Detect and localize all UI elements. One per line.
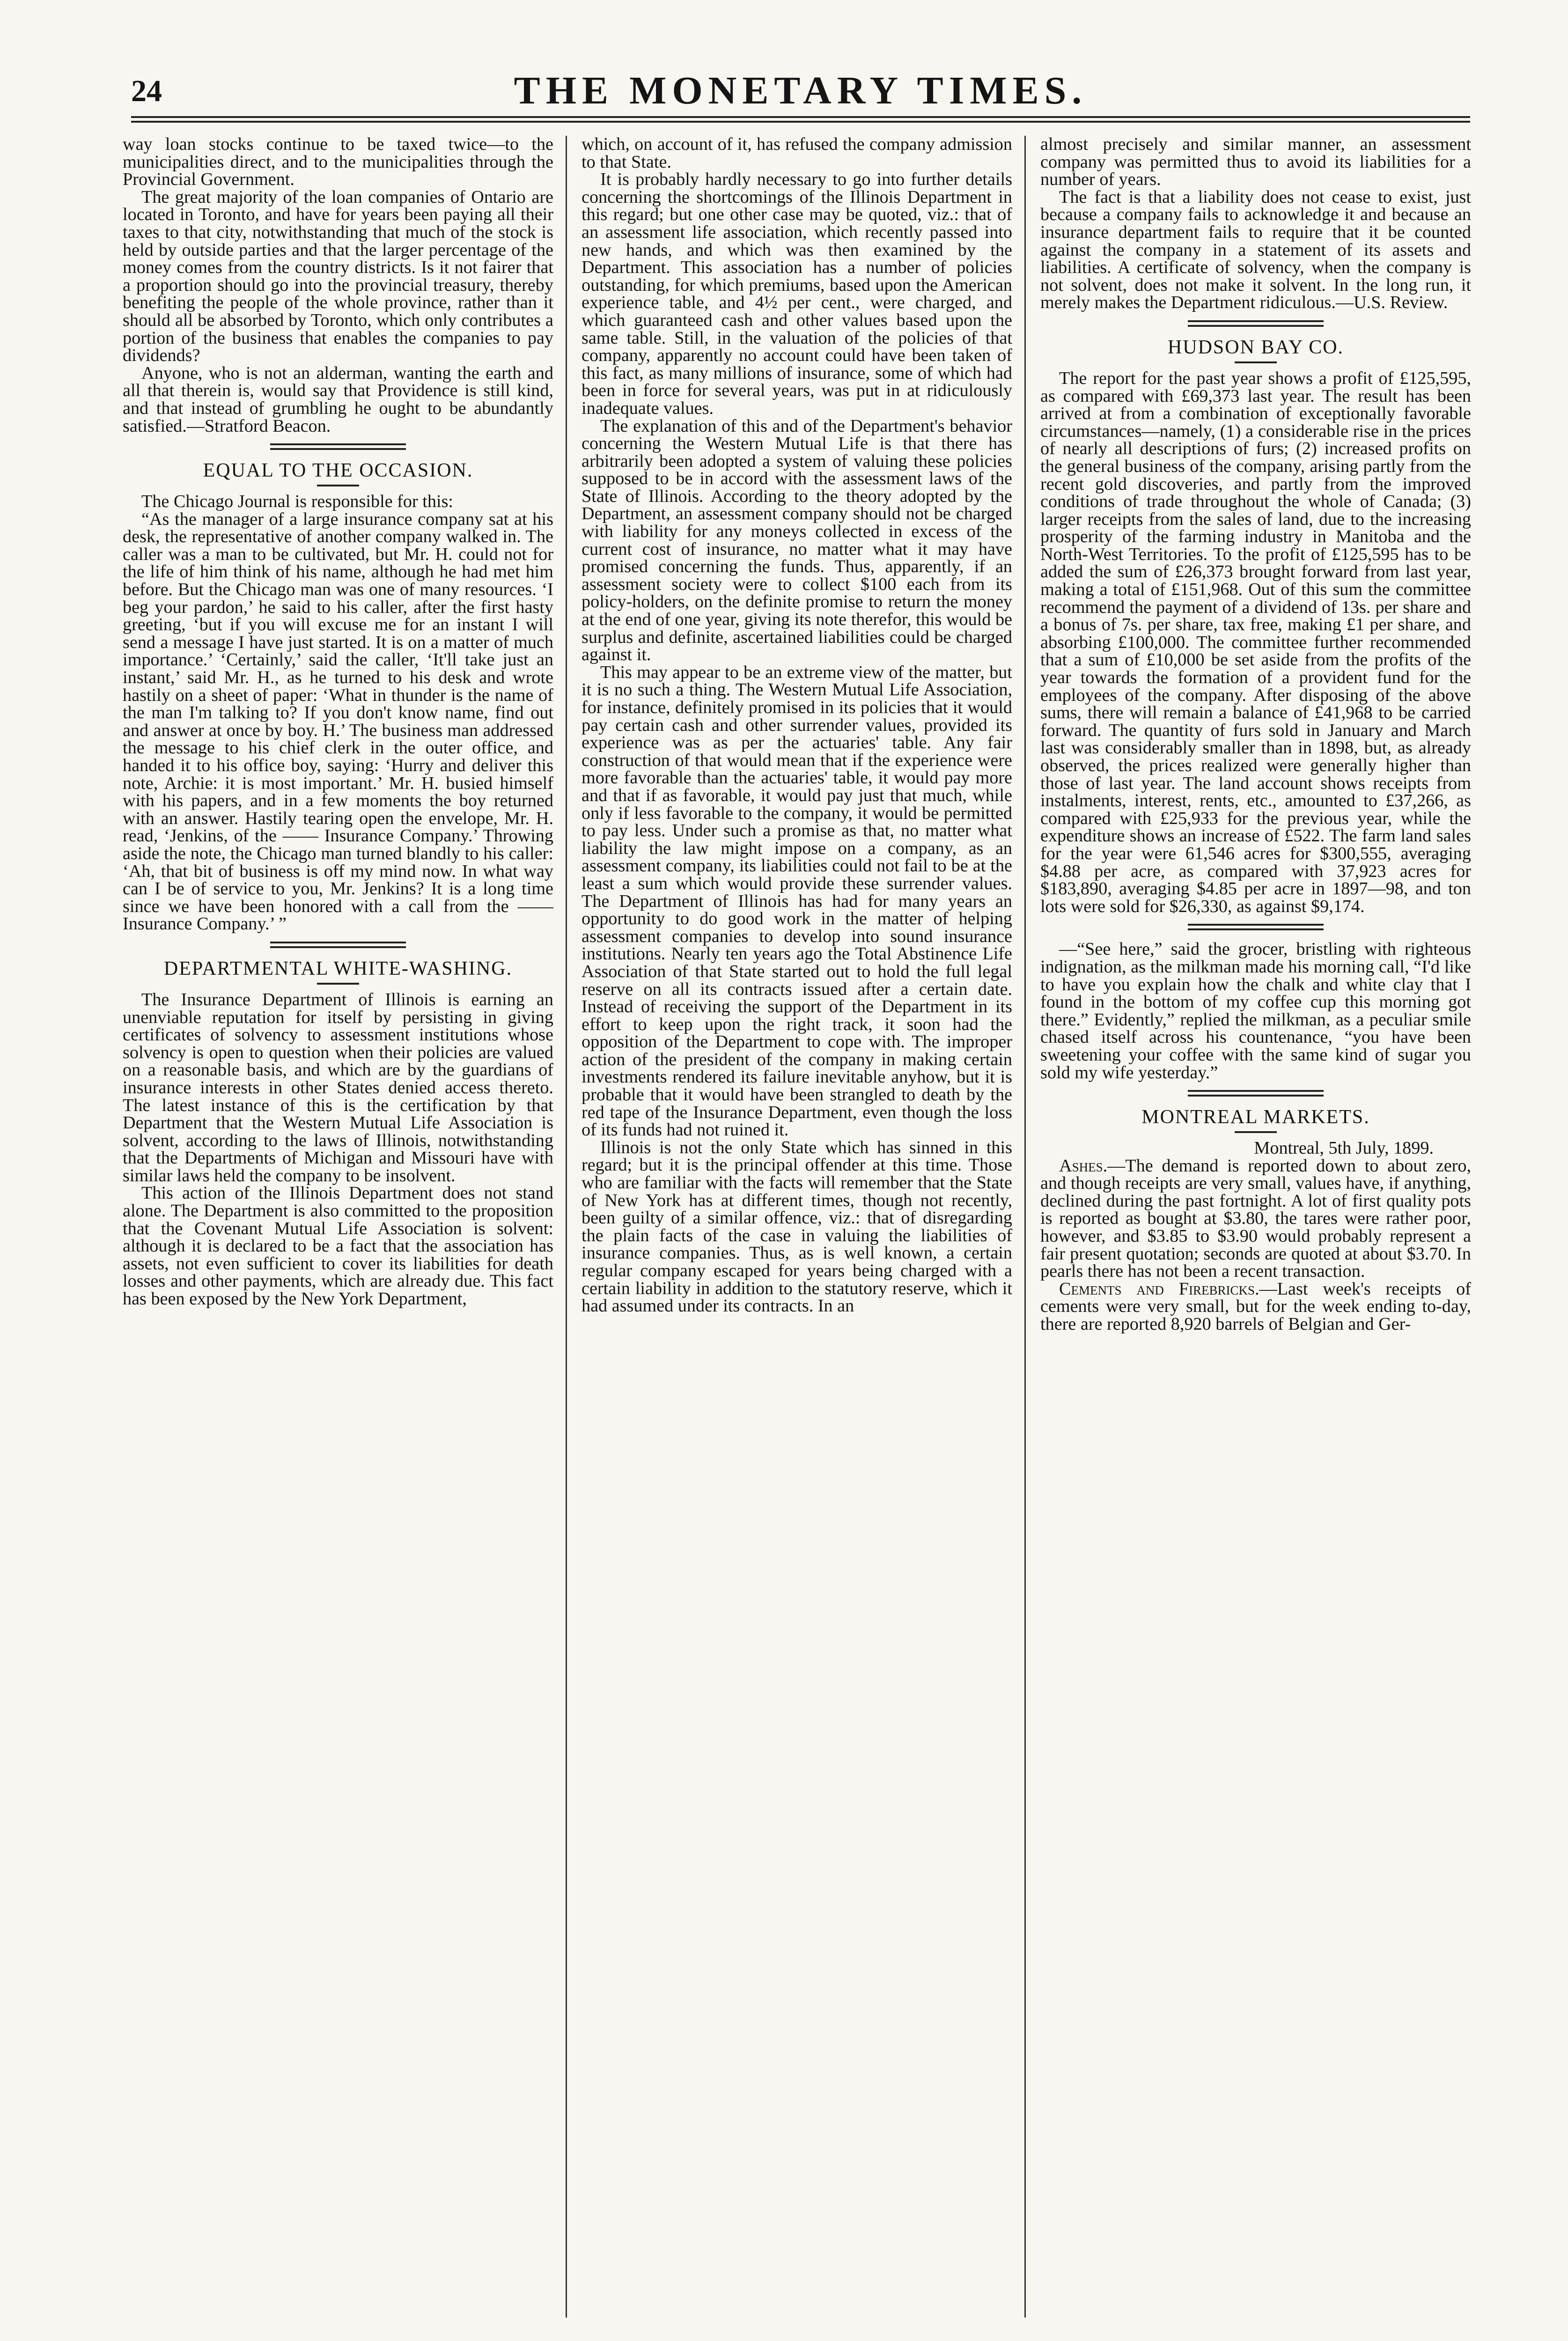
headline-rule [1235,361,1277,363]
paragraph-cements [1040,1281,1471,1333]
paragraph: The report for the past year shows a profit of £125,595, as compared with £69,373 last year. The result has been arrived at from a combination of exceptionally favorable circumstances—namely, (1) a considerable rise in the prices of nearly all descriptions of furs; (2) increased profits on the general business of the company, arising partly from the recent gold discoveries, and partly from the improved conditions of trade throughout the whole of Canada; (3) larger receipts from the sales of land, due to the increasing prosperity of the farming industry in Manitoba and the North-West Territories. To the profit of £125,595 has to be added the sum of £26,373 brought forward from last year, making a total of £151,968. Out of this sum the committee recommend the payment of a dividend of 13s. per share and a bonus of 7s. per share, tax free, making £1 per share, and absorbing £100,000. The committee further recommended that a sum of £10,000 be set aside from the profits of the year towards the formation of a provident fund for the employees of the company. After disposing of the above sums, there will remain a balance of £41,968 to be carried forward. The quantity of furs sold in January and March last was considerably smaller than in 1898, but, as already observed, the prices realized were generally higher than those of last year. The land account shows receipts from instalments, interest, rents, etc., amounted to £37,266, as compared with £25,933 for the previous year, while the expenditure shows an increase of £522. The farm land sales for the year were 61,546 acres for $300,555, averaging $4.88 per acre, as compared with 37,923 acres for $183,890, averaging $4.85 per acre in 1897—98, and ton lots were sold for $26,330, as against $9,174. [1040,368,1471,916]
section-divider [1188,1090,1324,1097]
paragraph: Illinois is not the only State which has sinned in this regard; but it is the principal offender at this time. Those who are familiar with the facts will remember that the State of New York has at different times, though not recently, been guilty of a similar offence, viz.: that of disregarding the plain facts of the case in valuing the liabilities of insurance companies. Thus, as is well known, a certain regular company escaped for years being charged with a certain liability in addition to the statutory reserve, which it had assumed under its contracts. In an [582,1137,1012,1316]
headline-hudson-bay-co: HUDSON BAY CO. [1167,336,1344,358]
paragraph: way loan stocks continue to be taxed twice—to the municipalities direct, and to the municipalities through the Provincial Government. [123,136,553,190]
paragraph: which, on account of it, has refused the company admission to that State. [582,136,1012,172]
paragraph: The Insurance Department of Illinois is earning an unenviable reputation for itself by persisting in giving certificates of solvency to assessment institutions whose solvency is open to question when their policies are valued on a reasonable basis, and which are by the guardians of insurance interests in other States denied access thereto. The latest instance of this is the certification by that Department that the Western Mutual Life Association is solvent, according to the laws of Illinois, notwithstanding that the Departments of Michigan and Missouri have with similar laws held the company to be insolvent. [123,989,553,1185]
paragraph: “As the manager of a large insurance company sat at his desk, the representative of another company walked in. The caller was a man to be cultivated, but Mr. H. could not for the life of him think of his name, although he had met him before. But the Chicago man was one of many resources. ‘I beg your pardon,’ he said to his caller, after the first hasty greeting, ‘but if you will excuse me for an instant I will send a message I have just started. It is on a matter of much importance.’ ‘Certainly,’ said the caller, ‘It'll take just an instant,’ said Mr. H., as he turned to his desk and wrote hastily on a sheet of paper: ‘What in thunder is the name of the man I'm talking to? If you don't know name, find out and answer at once by boy. H.’ The business man addressed the message to his chief clerk in the outer office, and handed it to his office boy, saying: ‘Hurry and deliver this note, Archie: it is most important.’ Mr. H. busied himself with his papers, and in a few moments the boy returned with an answer. Hastily tearing open the envelope, Mr. H. read, ‘Jenkins, of the —— Insurance Company.’ Throwing aside the note, the Chicago man turned blandly to his caller: ‘Ah, that bit of business is off my mind now. In what way can I be of service to you, Mr. Jenkins? It is a long time since we have been honored with a call from the —— Insurance Company.’ ” [123,509,553,934]
run-in-head: Ashes. [1059,1156,1108,1176]
section-divider [1188,320,1324,327]
paragraph-text: —The demand is reported down to about zero, and though receipts are very small, values have, if anything, declined during the past fortnight. A lot of first quality pots is reported as bought at $3.80, the tares were rather poor, however, and $3.85 to $3.90 would probably represent a fair present quotation; seconds are quoted at about $3.70. In pearls there has not been a recent transaction. [1040,1156,1471,1281]
dateline: Montreal, 5th July, 1899. [1254,1138,1434,1158]
headline-montreal-markets: MONTREAL MARKETS. [1141,1106,1370,1128]
run-in-head: Cements and Firebricks. [1059,1279,1259,1299]
column-divider [566,136,567,2318]
paragraph-text: —Last week's receipts of cements were very small, but for the week ending to-day, there are reported 8,920 barrels of Belgian and Ger- [1040,1279,1471,1334]
section-divider [270,443,406,450]
headline-equal-to-the-occasion: EQUAL TO THE OCCASION. [203,460,473,482]
column-divider [1024,136,1026,2318]
paragraph: The fact is that a liability does not cease to exist, just because a company fails to acknowledge it and because an insurance department fails to require that it be counted against the company in a statement of its assets and liabilities. A certificate of solvency, when the company is not solvent, does not make it solvent. In the long run, it merely makes the Department ridiculous.—U.S. Review. [1040,187,1471,313]
paragraph: almost precisely and similar manner, an assessment company was permitted thus to avoid its liabilities for a number of years. [1040,136,1471,190]
masthead [131,68,1470,119]
paragraph: The Chicago Journal is responsible for this: [141,492,454,512]
section-divider [1188,924,1324,930]
headline-rule [317,983,359,985]
paragraph: The great majority of the loan companies of Ontario are located in Toronto, and have for years been paying all their taxes to that city, notwithstanding that much of the stock is held by outside parties and that the larger percentage of the money comes from the country districts. Is it not fairer that a proportion should go into the provincial treasury, thereby benefiting the people of the whole province, rather than it should all be absorbed by Toronto, which only contributes a portion of the business that enables the companies to pay dividends? [123,187,553,366]
paragraph-ashes [1040,1157,1471,1281]
masthead-rule [131,116,1470,123]
paragraph: This action of the Illinois Department does not stand alone. The Department is also committed to the proposition that the Covenant Mutual Life Association is solvent: although it is declared to be a fact that the association has assets, not even sufficient to cover its liabilities for death losses and other payments, which are already due. This fact has been exposed by the New York Department, [123,1183,553,1309]
column-2 [582,136,1012,2318]
column-3 [1040,136,1471,2318]
headline-rule [1235,1131,1277,1133]
headline-departmental-whitewashing: DEPARTMENTAL WHITE-WASHING. [163,957,513,979]
paragraph: The explanation of this and of the Department's behavior concerning the Western Mutual Life is that there has arbitrarily been adopted a system of valuing these policies supposed to be in accord with the assessment laws of the State of Illinois. According to the theory adopted by the Department, an assessment company should not be charged with liability for any moneys collected in excess of the current cost of insurance, no matter what it may have promised concerning the funds. Thus, apparently, if an assessment society were to collect $100 each from its policy-holders, on the definite promise to return the money at the end of one year, giving its note therefor, this would be surplus and definite, ascertained liabilities could be charged against it. [582,416,1012,665]
publication-title: THE MONETARY TIMES. [514,69,1088,112]
paragraph: —“See here,” said the grocer, bristling with righteous indignation, as the milkman made his morning call, “I'd like to have you explain how the chalk and white clay that I found in the bottom of my coffee cup this morning got there.” Evidently,” replied the milkman, as a peculiar smile chased itself across his countenance, “you have been sweetening your coffee with the same kind of sugar you sold my wife yesterday.” [1040,939,1471,1082]
paragraph: It is probably hardly necessary to go into further details concerning the shortcomings of the Illinois Department in this regard; but one other case may be quoted, viz.: that of an assessment life association, which recently passed into new hands, and which was then examined by the Department. This association has a number of policies outstanding, for which premiums, based upon the American experience table, and 4½ per cent., were charged, and which guaranteed cash and other values based upon the same table. Still, in the valuation of the policies of that company, apparently no account could have been taken of this fact, as many millions of insurance, some of which had been in force for several years, was put in at ridiculously inadequate values. [582,169,1012,418]
column-1 [123,136,553,2318]
paragraph: This may appear to be an extreme view of the matter, but it is no such a thing. The Western Mutual Life Association, for instance, definitely promised in its policies that it would pay certain cash and other surrender values, provided its experience was as per the actuaries' table. Any fair construction of that would mean that if the experience were more favorable than the actuaries' table, it would pay more and that if as favorable, it would pay just that much, while only if less favorable to the company, it would be permitted to pay less. Under such a promise as that, no matter what liability the law might impose on a company, as an assessment company, its liabilities could not fail to be at the least a sum which would provide these surrender values. The Department of Illinois has had for many years an opportunity to do good work in the matter of helping assessment companies to develop into sound insurance institutions. Nearly ten years ago the Total Abstinence Life Association of that State started out to hold the full legal reserve on all its contracts issued after a certain date. Instead of receiving the support of the Department in its effort to keep upon the right track, it soon had the opposition of the Department to cope with. The improper action of the president of the company in making certain investments rendered its failure inevitable anyhow, but it is probable that it would have been strangled to death by the red tape of the Insurance Department, even though the loss of its funds had not ruined it. [582,662,1012,1140]
page-number: 24 [131,74,162,108]
paragraph: Anyone, who is not an alderman, wanting the earth and all that therein is, would say that Providence is still kind, and that instead of grumbling he ought to be abundantly satisfied.—Stratford Beacon. [123,363,553,436]
section-divider [270,942,406,948]
headline-rule [317,485,359,486]
